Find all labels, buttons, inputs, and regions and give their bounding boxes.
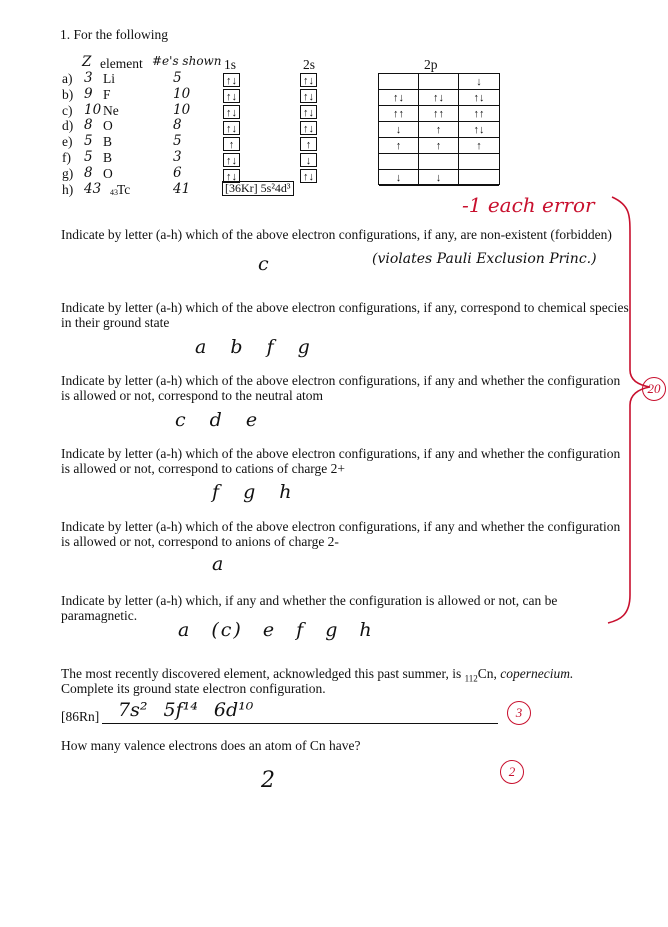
row-element: Li — [103, 71, 115, 86]
orbital-1s-box: ↑↓ — [223, 105, 240, 119]
score-20-badge: 20 — [642, 377, 666, 401]
row-letter: d) — [62, 118, 74, 134]
row-element: Tc — [117, 181, 131, 197]
row-letter: g) — [62, 165, 74, 181]
col-es-shown-header: #e's shown — [152, 54, 222, 68]
orbital-2p-cell: ↑↓ — [459, 122, 499, 138]
row-h-subscript: 43 — [110, 187, 118, 197]
orbital-2p-cell: ↑ — [419, 122, 459, 138]
question-1-answer: c — [258, 253, 271, 275]
row-letter: c) — [62, 102, 73, 118]
score-2-badge: 2 — [500, 760, 524, 784]
row-electron-count: 41 — [173, 180, 191, 197]
orbital-1s-box: ↑↓ — [223, 89, 240, 103]
orbital-2p-cell: ↑↑ — [419, 106, 459, 122]
row-z-value: 5 — [84, 149, 93, 165]
question-4-text: Indicate by letter (a-h) which of the above electron configurations, if any and whether the configuration is allowed or not, correspond to cations of charge 2+ — [61, 446, 621, 476]
row-z-value: 8 — [84, 117, 93, 134]
col-element-header: element — [100, 56, 143, 71]
orbital-2p-cell — [419, 74, 459, 90]
row-z-value: 5 — [84, 133, 93, 150]
row-electron-count: 5 — [173, 133, 182, 150]
orbital-2s-box: ↓ — [300, 153, 317, 167]
cn-answer-line — [102, 723, 498, 724]
row-electron-count: 10 — [173, 85, 191, 102]
orbital-2s-box: ↑↓ — [300, 169, 317, 183]
orbital-2s-box: ↑↓ — [300, 89, 317, 103]
row-letter: h) — [62, 181, 74, 197]
row-element: Ne — [103, 102, 119, 118]
problem-heading: 1. For the following — [60, 27, 168, 42]
row-z-value: 10 — [84, 101, 102, 118]
orbital-2p-cell: ↑↑ — [379, 106, 419, 122]
orbital-2p-cell: ↓ — [379, 170, 419, 186]
row-electron-count: 10 — [173, 101, 191, 118]
kr-config-label: [36Kr] 5s²4d³ — [222, 181, 294, 196]
question-6-answer: a (c) e f g h — [178, 619, 374, 641]
row-element: O — [103, 118, 113, 134]
orbital-2p-grid — [378, 73, 500, 185]
row-letter: a) — [62, 71, 73, 86]
row-element: B — [103, 134, 113, 150]
row-electron-count: 8 — [173, 117, 182, 134]
row-electron-count: 3 — [173, 149, 182, 165]
question-4-answer: f g h — [212, 481, 294, 503]
orbital-1s-box: ↑↓ — [223, 73, 240, 87]
row-z-value: 43 — [84, 180, 102, 197]
orbital-2p-cell: ↑↑ — [459, 106, 499, 122]
col-z-header: Z — [82, 54, 92, 70]
question-6-text: Indicate by letter (a-h) which, if any and whether the configuration is allowed or not, can be paramagnetic. — [61, 593, 558, 623]
row-element: B — [103, 150, 113, 165]
question-2-answer: a b f g — [195, 336, 312, 358]
cn-symbol: Cn, — [477, 666, 501, 681]
rn-prefix: [86Rn] — [61, 709, 100, 724]
row-electron-count: 5 — [173, 70, 182, 86]
question-5-text: Indicate by letter (a-h) which of the above electron configurations, if any and whether the configuration is allowed or not, correspond to anions of charge 2- — [61, 519, 621, 549]
valence-question-text: How many valence electrons does an atom of Cn have? — [61, 738, 361, 753]
row-element: F — [103, 86, 111, 102]
question-3-answer: c d e — [175, 409, 260, 431]
cn-config-answer: 7s² 5f¹⁴ 6d¹⁰ — [118, 699, 254, 721]
question-3-text: Indicate by letter (a-h) which of the above electron configurations, if any and whether the configuration is allowed or not, correspond to the neutral atom — [61, 373, 621, 403]
orbital-2s-box: ↑↓ — [300, 121, 317, 135]
cn-name: copernecium. — [500, 666, 574, 681]
question-5-answer: a — [212, 553, 226, 575]
row-electron-count: 6 — [173, 164, 182, 181]
col-2s-header: 2s — [303, 57, 316, 72]
question-2-text: Indicate by letter (a-h) which of the above electron configurations, if any, correspond to chemical species in their ground state — [61, 300, 629, 330]
orbital-1s-box: ↑↓ — [223, 153, 240, 167]
row-z-value: 8 — [84, 164, 93, 181]
orbital-1s-box: ↑↓ — [223, 121, 240, 135]
orbital-2p-cell: ↓ — [459, 74, 499, 90]
question-1-note: (violates Pauli Exclusion Princ.) — [372, 251, 597, 267]
orbital-2s-box: ↑ — [300, 137, 317, 151]
score-bracket-icon — [600, 195, 660, 625]
row-letter: e) — [62, 134, 73, 150]
valence-answer: 2 — [261, 768, 275, 793]
cn-question-line2: Complete its ground state electron configuration. — [61, 681, 326, 696]
orbital-2p-cell — [379, 74, 419, 90]
row-element: O — [103, 165, 113, 181]
score-3-badge: 3 — [507, 701, 531, 725]
orbital-2p-cell: ↑ — [419, 138, 459, 154]
orbital-2s-box: ↑↓ — [300, 73, 317, 87]
orbital-2p-cell: ↓ — [419, 170, 459, 186]
orbital-2p-cell: ↑↓ — [379, 90, 419, 106]
orbital-2p-cell — [459, 154, 499, 170]
grading-note: -1 each error — [462, 193, 595, 217]
orbital-2p-cell: ↑ — [379, 138, 419, 154]
col-2p-header: 2p — [424, 57, 438, 72]
orbital-2p-cell — [419, 154, 459, 170]
orbital-2p-cell: ↑↓ — [419, 90, 459, 106]
orbital-2p-cell: ↑↓ — [459, 90, 499, 106]
row-letter: f) — [62, 150, 71, 165]
cn-question-text: The most recently discovered element, acknowledged this past summer, is — [61, 666, 465, 681]
orbital-1s-box: ↑↓ — [223, 169, 240, 183]
orbital-1s-box: ↑ — [223, 137, 240, 151]
orbital-2p-cell — [379, 154, 419, 170]
orbital-2p-cell — [459, 170, 499, 186]
row-z-value: 3 — [84, 70, 93, 86]
cn-atomic-number: 112 — [464, 673, 478, 684]
question-1-text: Indicate by letter (a-h) which of the above electron configurations, if any, are non-existent (forbidden) — [61, 227, 612, 242]
row-letter: b) — [62, 86, 74, 102]
col-1s-header: 1s — [224, 57, 237, 72]
orbital-2p-cell: ↓ — [379, 122, 419, 138]
row-z-value: 9 — [84, 85, 93, 102]
orbital-2s-box: ↑↓ — [300, 105, 317, 119]
orbital-2p-cell: ↑ — [459, 138, 499, 154]
